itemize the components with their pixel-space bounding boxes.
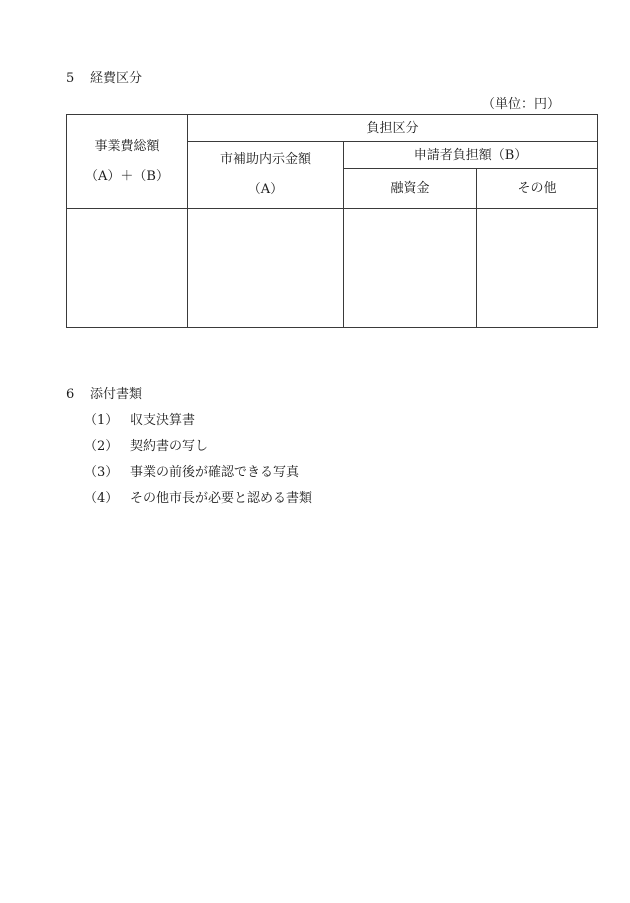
city-subsidy-header-code: （A） bbox=[247, 182, 284, 197]
list-item bbox=[84, 460, 312, 486]
loan-value-cell bbox=[344, 209, 477, 328]
table-value-row bbox=[67, 209, 598, 328]
city-subsidy-value-cell bbox=[188, 209, 344, 328]
attachment-list bbox=[84, 408, 312, 512]
list-item-text: 事業の前後が確認できる写真 bbox=[130, 465, 300, 480]
list-item-text: 契約書の写し bbox=[130, 439, 209, 454]
table-header-row-1 bbox=[67, 115, 598, 142]
total-cost-header-formula: （A）＋（B） bbox=[85, 168, 169, 184]
list-item-number: （2） bbox=[84, 439, 119, 454]
list-item-number: （4） bbox=[84, 491, 119, 506]
section-5-title: 経費区分 bbox=[90, 71, 143, 86]
list-item bbox=[84, 434, 312, 460]
section-6-title: 添付書類 bbox=[90, 387, 143, 402]
city-subsidy-header-label: 市補助内示金額 bbox=[219, 152, 311, 167]
applicant-burden-header: 申請者負担額（B） bbox=[344, 142, 598, 169]
list-item-number: （3） bbox=[84, 465, 119, 480]
section-5-number: 5 bbox=[66, 71, 75, 86]
list-item-number: （1） bbox=[84, 413, 119, 428]
expense-classification-table bbox=[66, 114, 598, 328]
list-item bbox=[84, 408, 312, 434]
loan-header: 融資金 bbox=[344, 169, 477, 209]
list-item-text: その他市長が必要と認める書類 bbox=[130, 491, 313, 506]
section-5-heading bbox=[66, 67, 142, 86]
burden-category-header: 負担区分 bbox=[188, 115, 598, 142]
section-6-heading bbox=[66, 383, 142, 402]
other-header: その他 bbox=[477, 169, 598, 209]
unit-label: （単位：円） bbox=[481, 97, 560, 112]
total-cost-header-label: 事業費総額 bbox=[94, 138, 160, 154]
city-subsidy-header bbox=[188, 142, 344, 209]
list-item-text: 収支決算書 bbox=[130, 413, 196, 428]
total-cost-value-cell bbox=[67, 209, 188, 328]
list-item bbox=[84, 486, 312, 512]
total-cost-header bbox=[67, 115, 188, 209]
other-value-cell bbox=[477, 209, 598, 328]
section-6-number: 6 bbox=[66, 387, 75, 402]
